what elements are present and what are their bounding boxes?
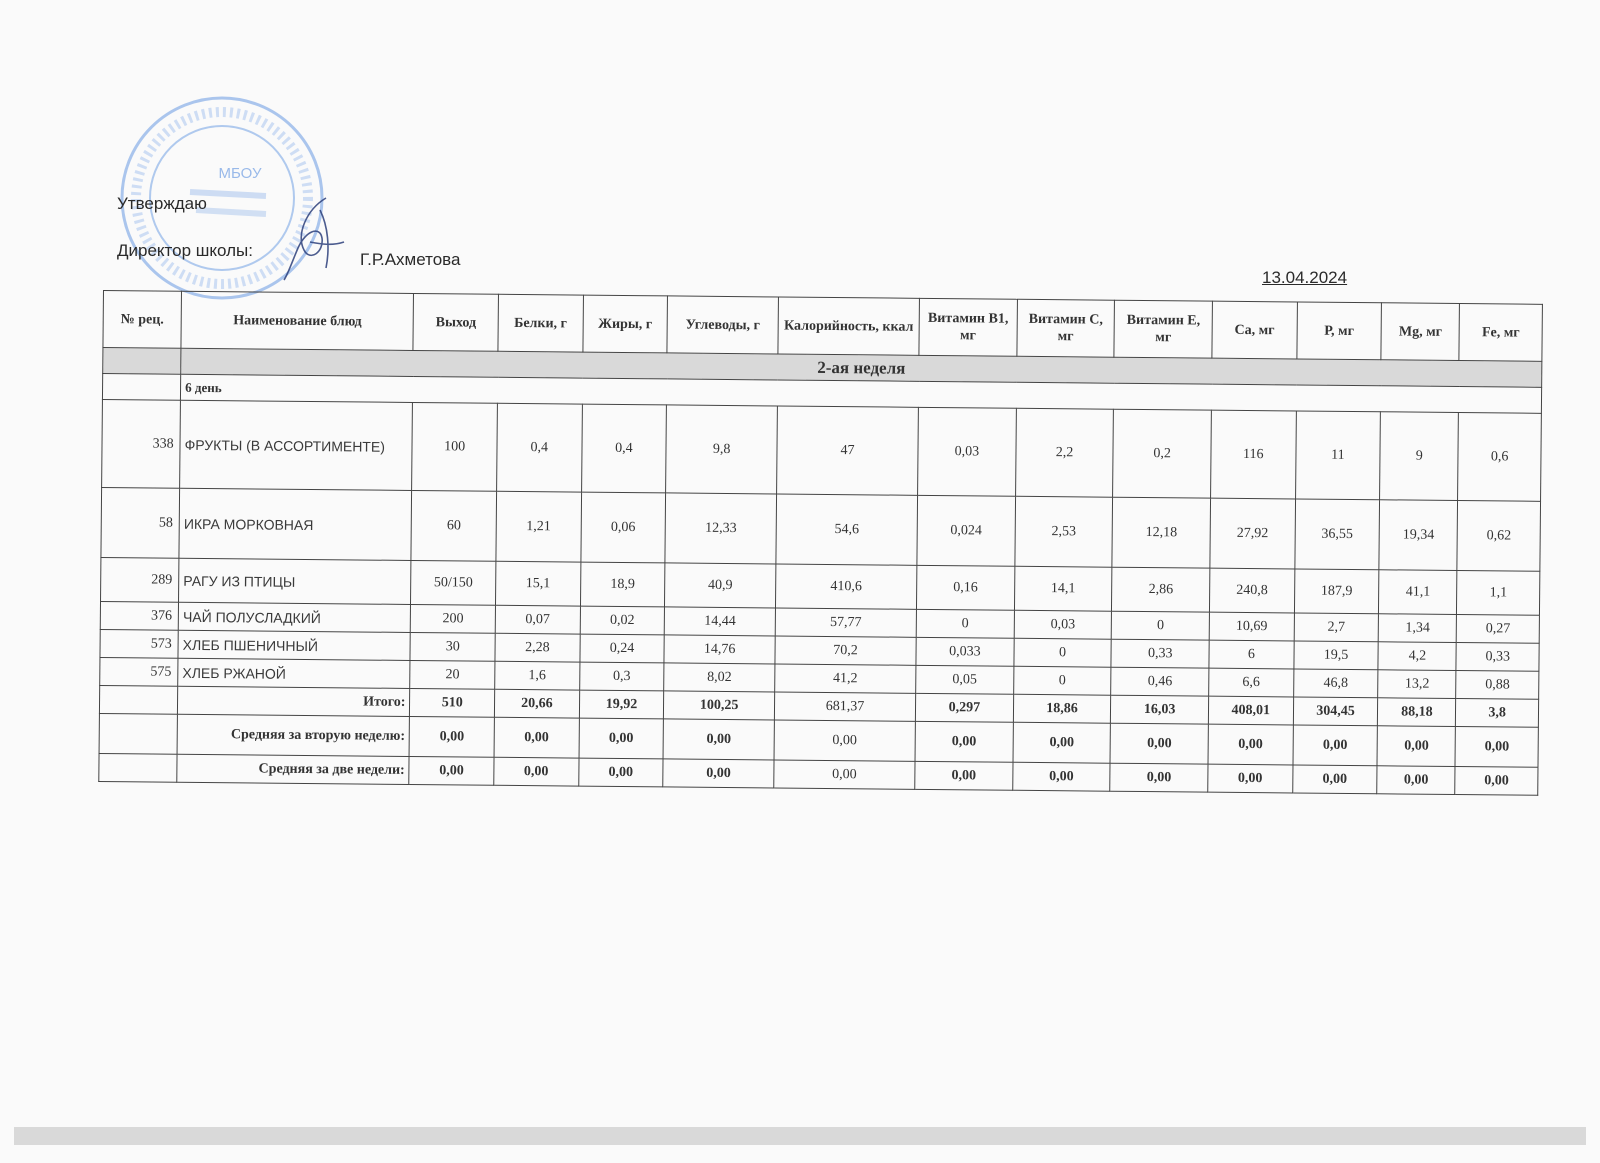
avg-two-weeks-row-value: 0,00: [1208, 764, 1293, 793]
nutrient-value: 27,92: [1210, 498, 1295, 569]
nutrient-value: 0: [1014, 638, 1112, 667]
total-row-value: 408,01: [1208, 696, 1293, 725]
total-row-value: 3,8: [1456, 699, 1539, 728]
avg-two-weeks-row-value: 0,00: [409, 756, 494, 785]
nutrient-value: 2,86: [1112, 567, 1210, 612]
nutrient-value: 47: [777, 406, 919, 495]
nutrient-value: 12,18: [1112, 497, 1210, 568]
avg-two-weeks-row-label: Средняя за две недели:: [177, 754, 409, 784]
avg-two-weeks-row-value: 0,00: [915, 761, 1013, 790]
nutrient-value: 2,53: [1015, 496, 1113, 567]
nutrient-value: 50/150: [411, 560, 496, 605]
total-row-value: 510: [410, 688, 495, 717]
nutrient-value: 6: [1209, 640, 1294, 669]
dish-name: РАГУ ИЗ ПТИЦЫ: [179, 558, 412, 604]
column-header: Жиры, г: [583, 295, 668, 353]
avg-week-row-value: 0,00: [1377, 726, 1456, 767]
avg-two-weeks-row-value: 0,00: [1110, 763, 1208, 792]
column-header: Выход: [413, 293, 498, 351]
column-header: Калорийность, ккал: [778, 297, 920, 355]
nutrient-value: 15,1: [495, 561, 580, 606]
nutrient-value: 116: [1211, 410, 1296, 499]
column-header: Витамин Е, мг: [1114, 300, 1212, 358]
dish-name: ЧАЙ ПОЛУСЛАДКИЙ: [178, 602, 410, 632]
total-row-blank: [99, 685, 177, 714]
day-row-blank: [102, 374, 180, 401]
column-header: Mg, мг: [1381, 303, 1460, 361]
column-header: Витамин С, мг: [1017, 299, 1115, 357]
avg-two-weeks-row-value: 0,00: [494, 757, 579, 786]
nutrient-value: 70,2: [775, 636, 916, 665]
column-header: № рец.: [103, 291, 182, 349]
nutrient-value: 12,33: [665, 493, 776, 564]
total-row-value: 20,66: [494, 689, 579, 718]
nutrient-value: 0,4: [581, 404, 666, 493]
nutrient-value: 30: [410, 632, 495, 661]
avg-week-row-value: 0,00: [1208, 724, 1293, 765]
nutrient-value: 54,6: [776, 494, 918, 565]
table-row: [102, 399, 1542, 501]
director-name: Г.Р.Ахметова: [360, 250, 461, 269]
nutrient-value: 0,06: [581, 492, 666, 563]
column-header: Наименование блюд: [181, 291, 414, 350]
nutrient-value: 0,033: [916, 637, 1014, 666]
nutrient-value: 14,76: [664, 635, 775, 664]
avg-two-weeks-row-value: 0,00: [1012, 762, 1110, 791]
director-label: Директор школы:: [117, 241, 253, 260]
column-header: Углеводы, г: [667, 296, 778, 354]
nutrient-value: 6,6: [1209, 668, 1294, 697]
total-row-value: 100,25: [664, 691, 775, 720]
nutrient-value: 0,024: [917, 495, 1015, 566]
nutrient-value: 41,1: [1379, 570, 1458, 615]
nutrient-value: 0,2: [1113, 409, 1211, 498]
nutrient-value: 0: [916, 609, 1014, 638]
nutrient-value: 14,1: [1014, 566, 1112, 611]
recipe-number: 376: [100, 601, 178, 630]
avg-two-weeks-row-value: 0,00: [1292, 765, 1377, 794]
nutrient-value: 100: [412, 402, 497, 491]
nutrient-value: 0,16: [917, 565, 1015, 610]
director-signature: [276, 190, 356, 285]
nutrient-value: 187,9: [1294, 569, 1379, 614]
dish-name: ХЛЕБ РЖАНОЙ: [178, 658, 410, 688]
nutrient-value: 60: [411, 490, 496, 561]
avg-two-weeks-row-value: 0,00: [663, 759, 774, 788]
avg-week-row-value: 0,00: [774, 720, 915, 761]
recipe-number: 575: [100, 657, 178, 686]
column-header: Са, мг: [1212, 301, 1297, 359]
dish-name: ФРУКТЫ (В АССОРТИМЕНТЕ): [180, 400, 413, 490]
nutrient-value: 1,6: [495, 661, 580, 690]
avg-two-weeks-row-value: 0,00: [1455, 767, 1538, 796]
nutrient-value: 11: [1295, 411, 1380, 500]
week-row-blank: [103, 348, 181, 375]
nutrient-value: 4,2: [1378, 642, 1456, 671]
avg-week-row-blank: [99, 713, 178, 754]
column-header: Белки, г: [498, 294, 583, 352]
total-row-value: 304,45: [1293, 697, 1378, 726]
total-row-value: 0,297: [915, 693, 1013, 722]
dish-name: ИКРА МОРКОВНАЯ: [179, 488, 412, 560]
avg-week-row-value: 0,00: [409, 716, 494, 757]
day-title: 6 день: [181, 374, 1542, 413]
nutrient-value: 13,2: [1378, 670, 1456, 699]
nutrient-value: 0: [1013, 666, 1111, 695]
avg-week-row-value: 0,00: [915, 721, 1013, 762]
total-row-value: 18,86: [1013, 694, 1111, 723]
nutrient-value: 0,03: [918, 407, 1016, 496]
nutrient-value: 36,55: [1295, 499, 1380, 570]
total-row-value: 88,18: [1378, 698, 1456, 727]
nutrient-value: 57,77: [775, 608, 916, 637]
nutrient-value: 0,05: [916, 665, 1014, 694]
avg-week-row-value: 0,00: [1110, 723, 1208, 764]
nutrient-value: 10,69: [1209, 612, 1294, 641]
nutrient-value: 2,2: [1015, 408, 1113, 497]
avg-week-row-value: 0,00: [1455, 727, 1538, 768]
total-row-value: 681,37: [774, 692, 915, 721]
nutrient-value: 0,03: [1014, 610, 1112, 639]
nutrient-value: 14,44: [664, 607, 775, 636]
avg-week-row-value: 0,00: [663, 719, 774, 760]
menu-table: [98, 290, 1543, 796]
nutrient-value: 20: [410, 660, 495, 689]
nutrient-value: 0,4: [497, 403, 582, 492]
nutrient-value: 0,07: [495, 605, 580, 634]
nutrient-value: 46,8: [1293, 669, 1378, 698]
scan-edge: [14, 1127, 1586, 1145]
total-row-value: 19,92: [579, 690, 664, 719]
recipe-number: 289: [101, 557, 180, 602]
avg-two-weeks-row-value: 0,00: [774, 760, 915, 789]
nutrient-value: 0,27: [1457, 615, 1540, 644]
avg-week-row-value: 0,00: [494, 717, 579, 758]
total-row-label: Итого:: [178, 686, 410, 716]
nutrient-value: 9,8: [666, 405, 778, 494]
nutrient-value: 19,5: [1294, 641, 1379, 670]
avg-week-row-label: Средняя за вторую неделю:: [177, 714, 410, 756]
column-header: Fe, мг: [1459, 304, 1542, 362]
nutrient-value: 200: [411, 604, 496, 633]
recipe-number: 573: [100, 629, 178, 658]
nutrient-value: 0,33: [1456, 643, 1539, 672]
dish-name: ХЛЕБ ПШЕНИЧНЫЙ: [178, 630, 410, 660]
column-header: Витамин В1, мг: [919, 298, 1017, 356]
nutrient-value: 2,28: [495, 633, 580, 662]
avg-week-row-value: 0,00: [1293, 725, 1378, 766]
column-header: Р, мг: [1297, 302, 1382, 360]
approve-label: Утверждаю: [117, 194, 207, 213]
nutrient-value: 0,6: [1458, 413, 1541, 502]
recipe-number: 338: [102, 399, 181, 488]
nutrient-value: 41,2: [775, 664, 916, 693]
avg-week-row-value: 0,00: [1013, 722, 1111, 763]
nutrient-value: 240,8: [1209, 568, 1294, 613]
week-title: 2-ая неделя: [181, 348, 1542, 387]
nutrient-value: 1,34: [1378, 614, 1456, 643]
nutrient-value: 0,3: [579, 662, 664, 691]
nutrient-value: 1,1: [1457, 571, 1540, 616]
avg-two-weeks-row-value: 0,00: [1377, 766, 1455, 795]
nutrient-value: 410,6: [775, 564, 916, 609]
nutrient-value: 0,02: [580, 606, 665, 635]
nutrient-value: 1,21: [496, 491, 581, 562]
nutrient-value: 0,88: [1456, 671, 1539, 700]
stamp-text: МБОУ: [218, 165, 262, 182]
nutrient-value: 0: [1112, 611, 1210, 640]
nutrient-value: 19,34: [1379, 500, 1458, 571]
total-row-value: 16,03: [1111, 695, 1209, 724]
avg-two-weeks-row-value: 0,00: [578, 758, 663, 787]
nutrient-value: 0,62: [1457, 501, 1540, 572]
nutrient-value: 0,46: [1111, 667, 1209, 696]
nutrient-value: 0,24: [580, 634, 665, 663]
avg-two-weeks-row-blank: [99, 753, 177, 782]
nutrient-value: 9: [1380, 412, 1459, 501]
nutrient-value: 8,02: [664, 663, 775, 692]
nutrient-value: 40,9: [665, 563, 776, 608]
nutrient-value: 18,9: [580, 562, 665, 607]
nutrient-value: 0,33: [1111, 639, 1209, 668]
recipe-number: 58: [101, 487, 180, 558]
nutrient-value: 2,7: [1294, 613, 1379, 642]
document-date: 13.04.2024: [1262, 268, 1348, 287]
avg-week-row-value: 0,00: [579, 718, 664, 759]
